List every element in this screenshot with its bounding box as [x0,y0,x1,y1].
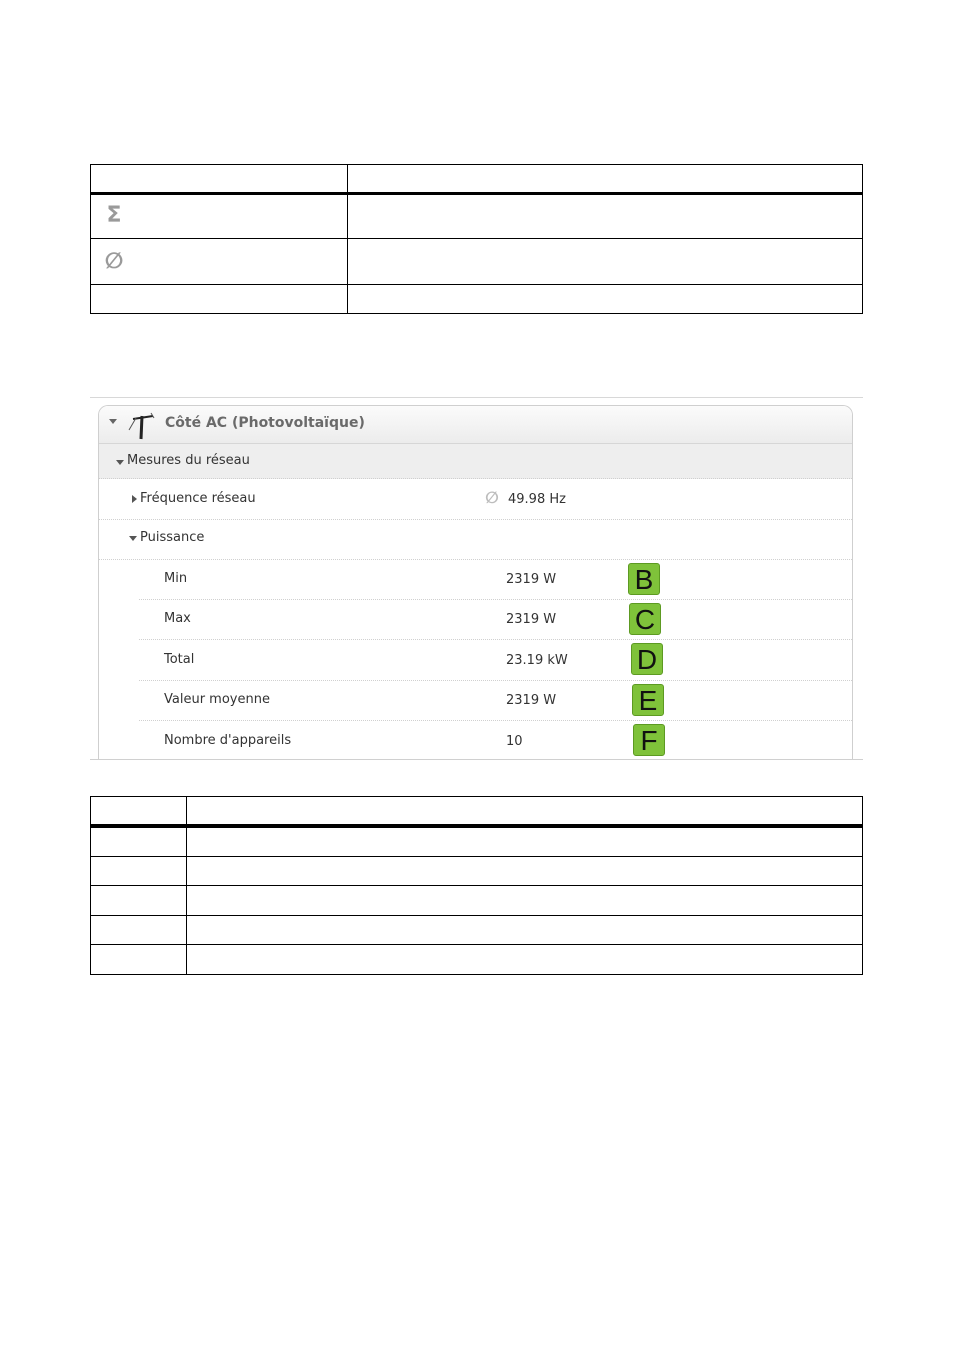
row-label: Max [164,611,191,626]
row-divider [91,284,862,285]
expand-caret-icon[interactable] [129,536,137,541]
callout-badge: F [633,724,665,756]
row-divider [91,238,862,239]
row-value: 10 [506,734,523,749]
frequency-label: Fréquence réseau [140,491,256,506]
row-value: 23.19 kW [506,653,568,668]
callout-legend-table [90,796,863,975]
null-icon: ∅ [104,248,124,274]
power-pylon-icon [127,410,157,440]
row-divider [91,915,862,916]
panel-bottom-rule [90,759,863,760]
row-value: 2319 W [506,693,557,708]
group-network-measures[interactable] [99,444,852,479]
group-label: Mesures du réseau [127,453,250,468]
power-label: Puissance [140,530,205,545]
collapse-caret-icon[interactable] [109,419,117,424]
row-power[interactable] [99,520,852,560]
row-value: 2319 W [506,612,557,627]
row-average [139,681,852,721]
row-label: Min [164,571,188,586]
row-device-count [139,721,852,760]
row-divider [91,885,862,886]
row-frequency[interactable] [99,479,852,520]
ac-side-panel [98,405,853,760]
header-rule [91,824,862,828]
expand-right-caret-icon[interactable] [132,495,137,503]
panel-title: Côté AC (Photovoltaïque) [165,415,365,431]
row-divider [91,944,862,945]
column-divider [347,165,348,313]
row-total [139,640,852,681]
row-max [139,600,852,640]
callout-badge: E [632,684,664,716]
frequency-value: 49.98 Hz [508,492,566,507]
sum-icon: Σ [106,202,122,228]
null-icon: ∅ [485,488,499,507]
row-label: Nombre d'appareils [164,733,292,748]
row-label: Valeur moyenne [164,692,270,707]
icon-legend-table [90,164,863,314]
panel-top-rule [90,397,863,398]
expand-caret-icon[interactable] [116,460,124,465]
header-rule [91,192,862,195]
callout-badge: D [631,643,663,675]
callout-badge: C [629,603,661,635]
callout-badge: B [628,563,660,595]
panel-header[interactable] [99,406,852,444]
row-label: Total [164,652,195,667]
row-value: 2319 W [506,572,557,587]
row-divider [91,856,862,857]
row-min [139,560,852,600]
